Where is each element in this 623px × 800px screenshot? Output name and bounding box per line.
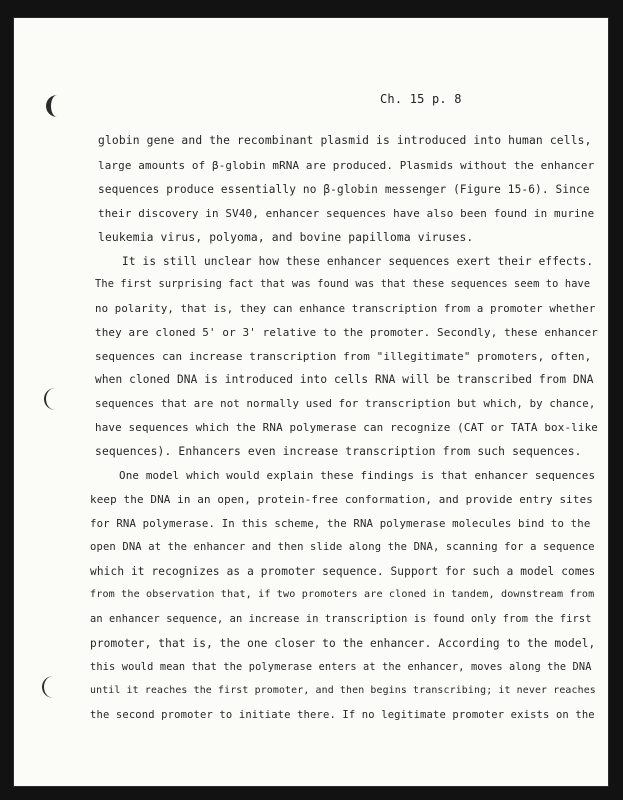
text-line: they are cloned 5' or 3' relative to the promoter. Secondly, these enhancer xyxy=(95,326,599,339)
punch-hole-bottom xyxy=(42,676,54,698)
text-line: sequences that are not normally used for transcription but which, by chance, xyxy=(95,397,596,410)
text-line: It is still unclear how these enhancer sequences exert their effects. xyxy=(122,255,594,268)
text-line: until it reaches the first promoter, and then begins transcribing; it never reaches xyxy=(90,685,596,696)
text-line: promoter, that is, the one closer to the enhancer. According to the model, xyxy=(90,637,596,650)
text-line: the second promoter to initiate there. If no legitimate promoter exists on the xyxy=(90,709,595,721)
text-line: an enhancer sequence, an increase in transcription is found only from the first xyxy=(90,613,592,625)
page-header: Ch. 15 p. 8 xyxy=(380,92,462,106)
punch-hole-middle xyxy=(44,388,56,410)
document-page xyxy=(14,18,608,786)
text-line: One model which would explain these findings is that enhancer sequences xyxy=(119,469,596,482)
text-line: for RNA polymerase. In this scheme, the RNA polymerase molecules bind to the xyxy=(90,517,591,530)
text-line: have sequences which the RNA polymerase can recognize (CAT or TATA box-like xyxy=(95,421,599,434)
text-line: sequences). Enhancers even increase transcription from such sequences. xyxy=(95,445,582,458)
text-line: from the observation that, if two promoters are cloned in tandem, downstream from xyxy=(90,589,595,600)
punch-hole-top xyxy=(46,95,61,117)
text-line: sequences produce essentially no β-globin messenger (Figure 15-6). Since xyxy=(98,183,590,196)
text-line: their discovery in SV40, enhancer sequences have also been found in murine xyxy=(98,207,595,220)
text-line: globin gene and the recombinant plasmid is introduced into human cells, xyxy=(98,134,592,147)
text-line: large amounts of β-globin mRNA are produced. Plasmids without the enhancer xyxy=(98,159,595,172)
text-line: this would mean that the polymerase enters at the enhancer, moves along the DNA xyxy=(90,661,592,673)
text-line: when cloned DNA is introduced into cells RNA will be transcribed from DNA xyxy=(95,373,594,386)
text-line: leukemia virus, polyoma, and bovine papilloma viruses. xyxy=(98,231,474,244)
text-line: no polarity, that is, they can enhance transcription from a promoter whether xyxy=(95,302,596,315)
text-line: sequences can increase transcription from "illegitimate" promoters, often, xyxy=(95,350,592,363)
text-line: open DNA at the enhancer and then slide along the DNA, scanning for a sequence xyxy=(90,541,595,553)
text-line: which it recognizes as a promoter sequence. Support for such a model comes xyxy=(90,565,596,578)
text-line: keep the DNA in an open, protein-free conformation, and provide entry sites xyxy=(90,493,594,506)
text-line: The first surprising fact that was found was that these sequences seem to have xyxy=(95,278,591,290)
